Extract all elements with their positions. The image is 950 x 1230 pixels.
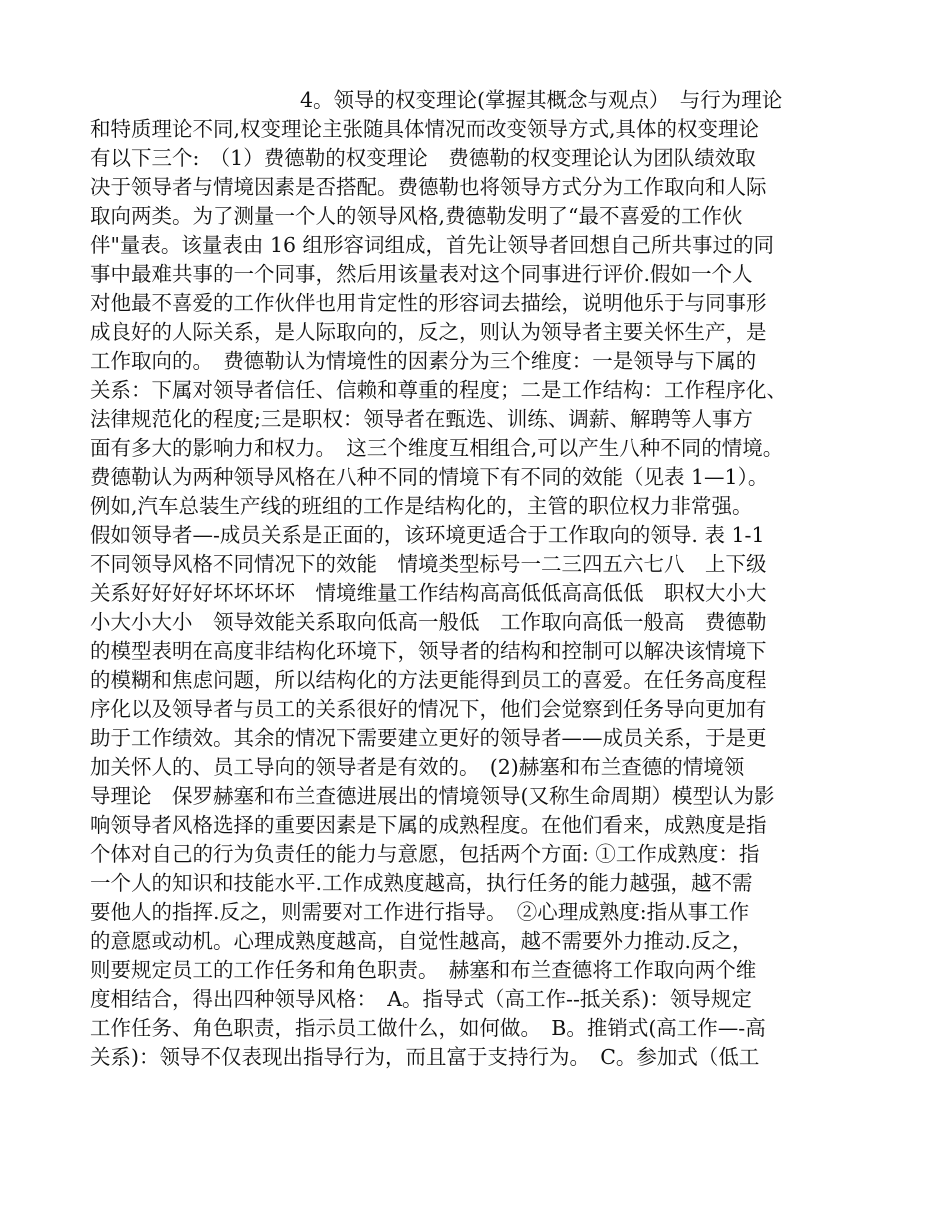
text-line: 工作取向的。 费德勒认为情境性的因素分为三个维度：一是领导与下属的 — [90, 349, 757, 373]
text-line: 关系)：领导不仅表现出指导行为，而且富于支持行为。 C。参加式（低工 — [90, 1045, 760, 1069]
text-line: 个体对自己的行为负责任的能力与意愿，包括两个方面: ①工作成熟度：指 — [90, 842, 760, 866]
text-line: 一个人的知识和技能水平.工作成熟度越高，执行任务的能力越强，越不需 — [90, 871, 753, 895]
text-line: 费德勒认为两种领导风格在八种不同的情境下有不同的效能（见表 1—1）。 — [90, 465, 769, 489]
body-text — [90, 86, 880, 1072]
text-line: 有以下三个: （1）费德勒的权变理论 费德勒的权变理论认为团队绩效取 — [90, 146, 756, 170]
text-line: 关系：下属对领导者信任、信赖和尊重的程度；二是工作结构：工作程序化、 — [90, 378, 787, 402]
text-line: 和特质理论不同,权变理论主张随具体情况而改变领导方式,具体的权变理论 — [90, 117, 760, 141]
text-line: 法律规范化的程度;三是职权：领导者在甄选、训练、调薪、解聘等人事方 — [90, 407, 753, 431]
text-line: 响领导者风格选择的重要因素是下属的成熟程度。在他们看来，成熟度是指 — [90, 813, 767, 837]
text-line: 的意愿或动机。心理成熟度越高，自觉性越高，越不需要外力推动.反之， — [90, 929, 753, 953]
text-line: 4。领导的权变理论(掌握其概念与观点） 与行为理论 — [300, 88, 783, 112]
text-line: 序化以及领导者与员工的关系很好的情况下，他们会觉察到任务导向更加有 — [90, 697, 767, 721]
text-line: 助于工作绩效。其余的情况下需要建立更好的领导者——成员关系，于是更 — [90, 726, 767, 750]
text-line: 取向两类。为了测量一个人的领导风格,费德勒发明了“最不喜爱的工作伙 — [90, 204, 743, 228]
text-line: 的模型表明在高度非结构化环境下，领导者的结构和控制可以解决该情境下 — [90, 639, 767, 663]
text-line: 要他人的指挥.反之，则需要对工作进行指导。 ②心理成熟度:指从事工作 — [90, 900, 750, 924]
text-line: 对他最不喜爱的工作伙伴也用肯定性的形容词去描绘，说明他乐于与同事形 — [90, 291, 767, 315]
text-line: 关系好好好好坏坏坏坏 情境维量工作结构高高低低高高低低 职权大小大 — [90, 581, 767, 605]
text-line: 例如,汽车总装生产线的班组的工作是结构化的，主管的职位权力非常强。 — [90, 494, 753, 518]
text-line: 度相结合，得出四种领导风格： A。指导式（高工作--抵关系)：领导规定 — [90, 987, 752, 1011]
text-line: 加关怀人的、员工导向的领导者是有效的。 (2)赫塞和布兰查德的情境领 — [90, 755, 745, 779]
text-line: 决于领导者与情境因素是否搭配。费德勒也将领导方式分为工作取向和人际 — [90, 175, 767, 199]
text-line: 事中最难共事的一个同事，然后用该量表对这个同事进行评价.假如一个人 — [90, 262, 753, 286]
text-line: 则要规定员工的工作任务和角色职责。 赫塞和布兰查德将工作取向两个维 — [90, 958, 757, 982]
text-line: 的模糊和焦虑问题，所以结构化的方法更能得到员工的喜爱。在任务高度程 — [90, 668, 767, 692]
text-line: 小大小大小 领导效能关系取向低高一般低 工作取向高低一般高 费德勒 — [90, 610, 767, 634]
text-line: 伴"量表。该量表由 16 组形容词组成，首先让领导者回想自己所共事过的同 — [90, 233, 775, 257]
text-line: 不同领导风格不同情况下的效能 情境类型标号一二三四五六七八 上下级 — [90, 552, 767, 576]
text-line: 工作任务、角色职责，指示员工做什么，如何做。 B。推销式(高工作—-高 — [90, 1016, 766, 1040]
text-line: 导理论 保罗赫塞和布兰查德进展出的情境领导(又称生命周期）模型认为影 — [90, 784, 775, 808]
text-line: 假如领导者—-成员关系是正面的，该环境更适合于工作取向的领导. 表 1-1 — [90, 523, 765, 547]
text-line: 面有多大的影响力和权力。 这三个维度互相组合,可以产生八种不同的情境。 — [90, 436, 784, 460]
text-line: 成良好的人际关系，是人际取向的，反之，则认为领导者主要关怀生产，是 — [90, 320, 767, 344]
